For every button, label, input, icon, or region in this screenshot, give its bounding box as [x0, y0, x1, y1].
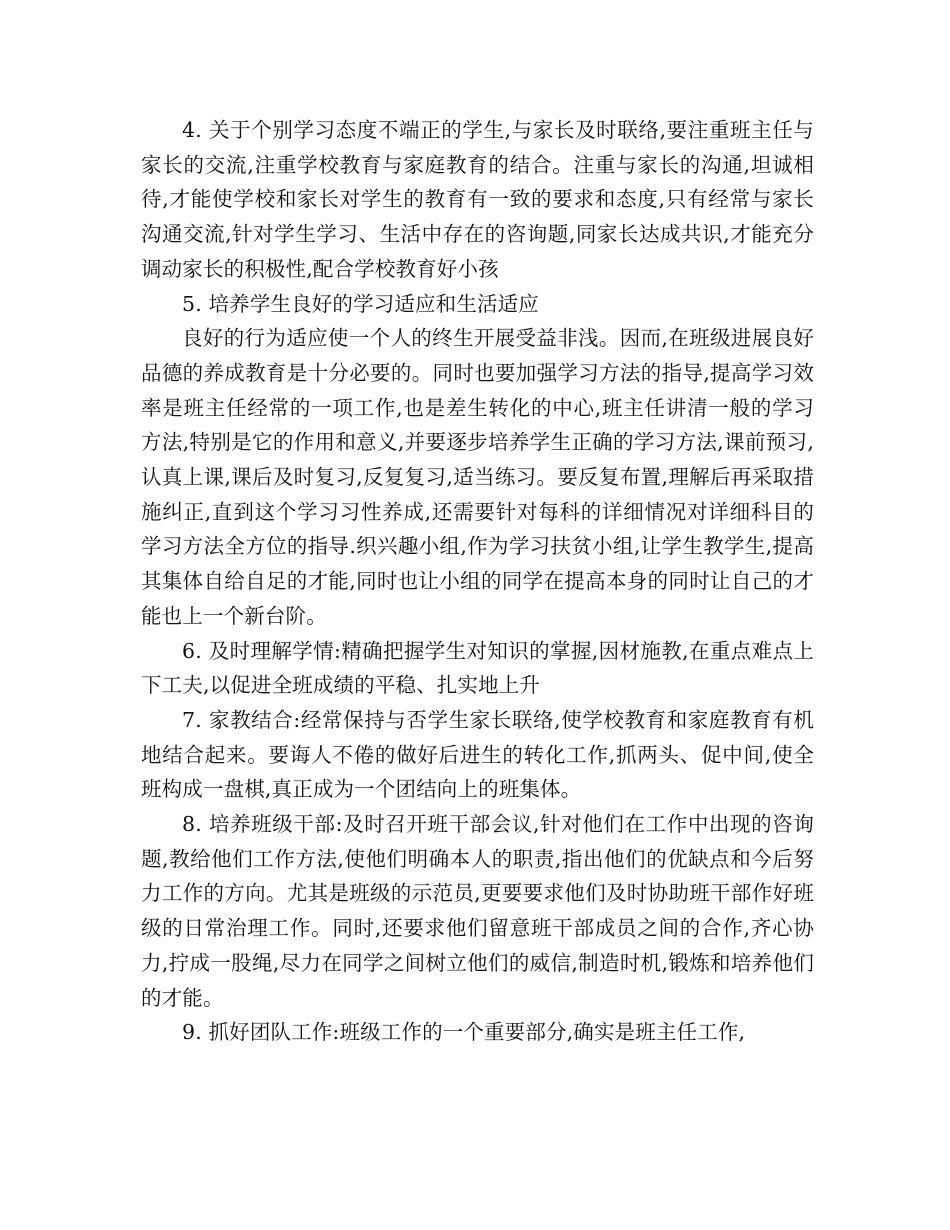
paragraph-item-7: 7. 家教结合:经常保持与否学生家长联络,使学校教育和家庭教育有机地结合起来。要诲人不倦的做好后进生的转化工作,抓两头、促中间,使全班构成一盘棋,真正成为一个团结向上的班集体。	[141, 707, 814, 802]
paragraph-habits: 良好的行为适应使一个人的终生开展受益非浅。因而,在班级进展良好品德的养成教育是十分必要的。同时也要加强学习方法的指导,提高学习效率是班主任经常的一项工作,也是差生转化的中心,班主任讲清一般的学习方法,特别是它的作用和意义,并要逐步培养学生正确的学习方法,课前预习,认真上课,课后及时复习,反复复习,适当练习。要反复布置,理解后再采取措施纠正,直到这个学习习性养成,还需要针对每科的详细情况对详细科目的学习方法全方位的指导.织兴趣小组,作为学习扶贫小组,让学生教学生,提高其集体自给自足的才能,同时也让小组的同学在提高本身的同时让自己的才能也上一个新台阶。	[141, 326, 814, 628]
paragraph-item-5-heading: 5. 培养学生良好的学习适应和生活适应	[182, 291, 539, 316]
paragraph-item-6: 6. 及时理解学情:精确把握学生对知识的掌握,因材施教,在重点难点上下工夫,以促进全班成绩的平稳、扎实地上升	[141, 638, 814, 698]
paragraph-item-4: 4. 关于个别学习态度不端正的学生,与家长及时联络,要注重班主任与家长的交流,注重学校教育与家庭教育的结合。注重与家长的沟通,坦诚相待,才能使学校和家长对学生的教育有一致的要求和态度,只有经常与家长沟通交流,针对学生学习、生活中存在的咨询题,同家长达成共识,才能充分调动家长的积极性,配合学校教育好小孩	[141, 118, 814, 281]
paragraph-item-8: 8. 培养班级干部:及时召开班干部会议,针对他们在工作中出现的咨询题,教给他们工作方法,使他们明确本人的职责,指出他们的优缺点和今后努力工作的方向。尤其是班级的示范员,更要要求他们及时协助班干部作好班级的日常治理工作。同时,还要求他们留意班干部成员之间的合作,齐心协力,拧成一股绳,尽力在同学之间树立他们的威信,制造时机,锻炼和培养他们的才能。	[141, 812, 814, 1010]
document-body	[141, 113, 814, 1050]
paragraph-item-9: 9. 抓好团队工作:班级工作的一个重要部分,确实是班主任工作,	[182, 1020, 746, 1045]
